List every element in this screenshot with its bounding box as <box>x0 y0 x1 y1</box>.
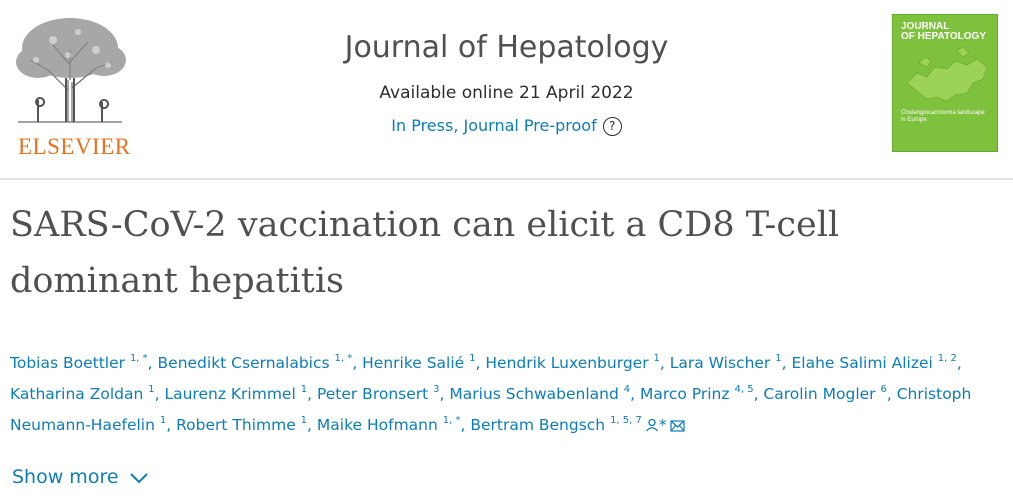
author-link[interactable] <box>10 385 155 403</box>
author-affiliation: 1 <box>300 384 308 395</box>
status-link[interactable]: In Press, Journal Pre-proof <box>391 116 597 135</box>
author-name: Hendrik Luxenburger <box>485 354 649 372</box>
show-more-label: Show more <box>12 466 119 488</box>
journal-title[interactable]: Journal of Hepatology <box>344 30 669 65</box>
author-affiliation: 4, 5 <box>734 384 754 395</box>
article-status <box>0 116 1013 136</box>
author-name: Robert Thimme <box>176 416 296 434</box>
author-affiliation: 1, * <box>442 415 461 426</box>
author-link[interactable] <box>449 385 630 403</box>
author-affiliation: 1 <box>653 353 660 364</box>
author-link[interactable] <box>164 385 307 403</box>
author-name: Lara Wischer <box>669 354 771 372</box>
author-name: Tobias Boettler <box>10 354 125 372</box>
author-name: Henrike Salié <box>362 354 465 372</box>
author-link[interactable] <box>763 385 886 403</box>
author-link[interactable] <box>362 354 475 372</box>
author-name: Laurenz Krimmel <box>164 385 296 403</box>
author-affiliation: 1 <box>775 353 782 364</box>
author-affiliation: 1, 5, 7 <box>610 415 642 426</box>
cover-subtitle: Cholangiocarcinoma landscape in Europe <box>901 110 985 123</box>
author-affiliation: 1 <box>148 384 155 395</box>
journal-cover[interactable] <box>892 14 998 152</box>
europe-map-icon <box>897 43 993 107</box>
author-name: Elahe Salimi Alizei <box>791 354 933 372</box>
author-link[interactable] <box>176 416 307 434</box>
author-link[interactable] <box>10 354 148 372</box>
header-divider <box>0 178 1013 180</box>
author-affiliation: 1, * <box>334 353 353 364</box>
author-name: Carolin Mogler <box>763 385 876 403</box>
corresponding-marker: * <box>658 416 667 434</box>
author-name: Katharina Zoldan <box>10 385 144 403</box>
author-affiliation: 1, * <box>129 353 148 364</box>
article-header <box>0 0 1013 178</box>
help-circle-icon[interactable]: ? <box>603 117 622 136</box>
author-link[interactable] <box>317 416 461 434</box>
author-affiliation: 3 <box>433 384 440 395</box>
article-title: SARS-CoV-2 vaccination can elicit a CD8 T-cell dominant hepatitis <box>10 205 840 301</box>
chevron-down-icon <box>129 472 149 484</box>
author-link[interactable] <box>158 354 353 372</box>
author-affiliation: 1 <box>469 353 476 364</box>
author-name: Bertram Bengsch <box>470 416 606 434</box>
author-name: Marco Prinz <box>639 385 730 403</box>
mail-icon[interactable] <box>670 420 685 432</box>
author-name: Maike Hofmann <box>316 416 438 434</box>
person-icon <box>645 418 659 432</box>
author-link[interactable] <box>791 354 956 372</box>
author-link[interactable] <box>670 354 782 372</box>
author-link[interactable] <box>317 385 440 403</box>
author-name: Benedikt Csernalabics <box>157 354 330 372</box>
cover-title: JOURNAL OF HEPATOLOGY <box>901 21 987 42</box>
author-name: Christoph Neumann-Haefelin <box>10 385 972 434</box>
author-affiliation: 1, 2 <box>937 353 957 364</box>
author-link[interactable] <box>640 385 754 403</box>
author-affiliation: 4 <box>623 384 631 395</box>
author-name: Marius Schwabenland <box>449 385 619 403</box>
author-name: Peter Bronsert <box>316 385 429 403</box>
author-link[interactable] <box>470 416 684 434</box>
author-list: Tobias Boettler $^{1, *}$, Benedikt Csernalabics $^{1, *}$, Henrike Salié $^1$, Hendrik Luxenburger $^1$, Lara Wischer $^1$, Elahe Salimi Alizei $^{1, 2}$, Katharina Zoldan $^1$, Laurenz Krimmel $^1$, Peter Bronsert $^3$, Marius Schwabenland $^4$, Marco Prinz $^{4, 5}$, Carolin Mogler $^6$, Christoph Neumann-Haefelin $^1$, Robert Thimme $^1$, Maike Hofmann $^{1, *}$, Bertram Bengsch $^{1, 5, 7}$ * <box>10 353 972 434</box>
tree-icon <box>8 10 132 130</box>
availability-date: Available online 21 April 2022 <box>379 83 634 103</box>
publisher-name: ELSEVIER <box>18 134 131 159</box>
author-affiliation: 6 <box>880 384 887 395</box>
author-link[interactable] <box>485 354 660 372</box>
author-affiliation: 1 <box>300 415 308 426</box>
author-affiliation: 1 <box>159 415 167 426</box>
show-more-button[interactable] <box>12 466 149 488</box>
